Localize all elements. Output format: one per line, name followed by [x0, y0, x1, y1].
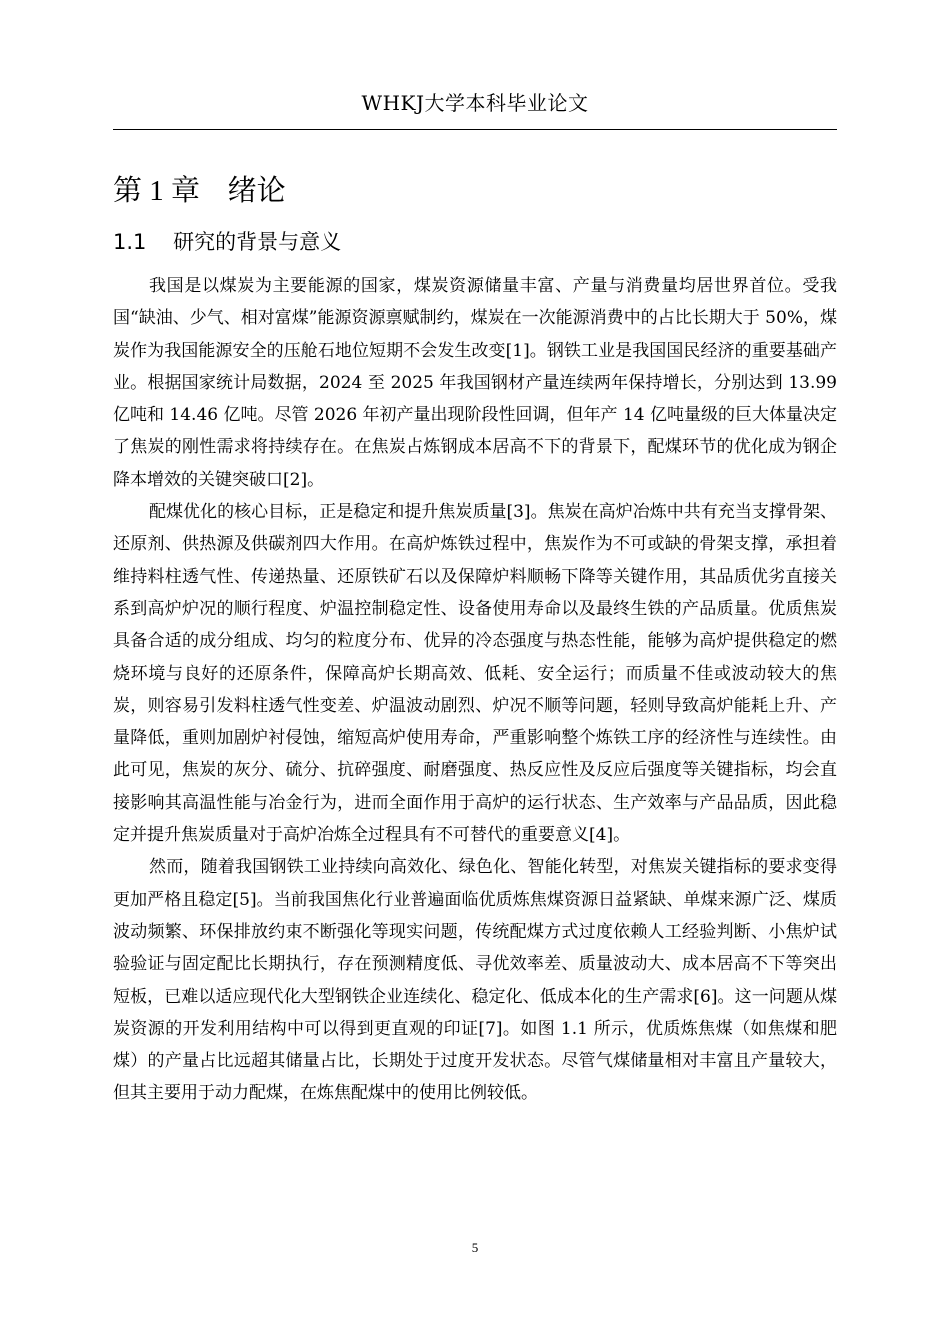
body-text — [113, 270, 837, 1110]
paragraph: 然而，随着我国钢铁工业持续向高效化、绿色化、智能化转型，对焦炭关键指标的要求变得更加严格且稳定[5]。当前我国焦化行业普遍面临优质炼焦煤资源日益紧缺、单煤来源广泛、煤质波动频繁、环保排放约束不断强化等现实问题，传统配煤方式过度依赖人工经验判断、小焦炉试验验证与固定配比长期执行，存在预测精度低、寻优效率差、质量波动大、成本居高不下等突出短板，已难以适应现代化大型钢铁企业连续化、稳定化、低成本化的生产需求[6]。这一问题从煤炭资源的开发利用结构中可以得到更直观的印证[7]。如图 1.1 所示，优质炼焦煤（如焦煤和肥煤）的产量占比远超其储量占比，长期处于过度开发状态。尽管气煤储量相对丰富且产量较大，但其主要用于动力配煤，在炼焦配煤中的使用比例较低。 — [113, 857, 837, 1104]
chapter-number: 第 1 章 — [113, 175, 201, 207]
section-number: 1.1 — [113, 230, 147, 254]
section-title: 研究的背景与意义 — [173, 230, 342, 254]
paragraph: 配煤优化的核心目标，正是稳定和提升焦炭质量[3]。焦炭在高炉冶炼中共有充当支撑骨架、还原剂、供热源及供碳剂四大作用。在高炉炼铁过程中，焦炭作为不可或缺的骨架支撑，承担着维持料柱透气性、传递热量、还原铁矿石以及保障炉料顺畅下降等关键作用，其品质优劣直接关系到高炉炉况的顺行程度、炉温控制稳定性、设备使用寿命以及最终生铁的产品质量。优质焦炭具备合适的成分组成、均匀的粒度分布、优异的冷态强度与热态性能，能够为高炉提供稳定的燃烧环境与良好的还原条件，保障高炉长期高效、低耗、安全运行；而质量不佳或波动较大的焦炭，则容易引发料柱透气性变差、炉温波动剧烈、炉况不顺等问题，轻则导致高炉能耗上升、产量降低，重则加剧炉衬侵蚀，缩短高炉使用寿命，严重影响整个炼铁工序的经济性与连续性。由此可见，焦炭的灰分、硫分、抗碎强度、耐磨强度、热反应性及反应后强度等关键指标，均会直接影响其高温性能与冶金行为，进而全面作用于高炉的运行状态、生产效率与产品品质，因此稳定并提升焦炭质量对于高炉冶炼全过程具有不可替代的重要意义[4]。 — [113, 502, 837, 846]
header-divider — [113, 129, 837, 130]
paragraph: 我国是以煤炭为主要能源的国家，煤炭资源储量丰富、产量与消费量均居世界首位。受我国“缺油、少气、相对富煤”能源资源禀赋制约，煤炭在一次能源消费中的占比长期大于 50%，煤炭作为我国能源安全的压舱石地位短期不会发生改变[1]。钢铁工业是我国国民经济的重要基础产业。根据国家统计局数据，2024 至 2025 年我国钢材产量连续两年保持增长，分别达到 13.99 亿吨和 14.46 亿吨。尽管 2026 年初产量出现阶段性回调，但年产 14 亿吨量级的巨大体量决定了焦炭的刚性需求将持续存在。在焦炭占炼钢成本居高不下的背景下，配煤环节的优化成为钢企降本增效的关键突破口[2]。 — [113, 276, 837, 490]
running-header: WHKJ大学本科毕业论文 — [361, 91, 589, 115]
chapter-heading — [113, 168, 286, 213]
chapter-title: 绪论 — [227, 173, 286, 207]
section-heading — [113, 225, 341, 259]
page-number: 5 — [471, 1240, 479, 1255]
